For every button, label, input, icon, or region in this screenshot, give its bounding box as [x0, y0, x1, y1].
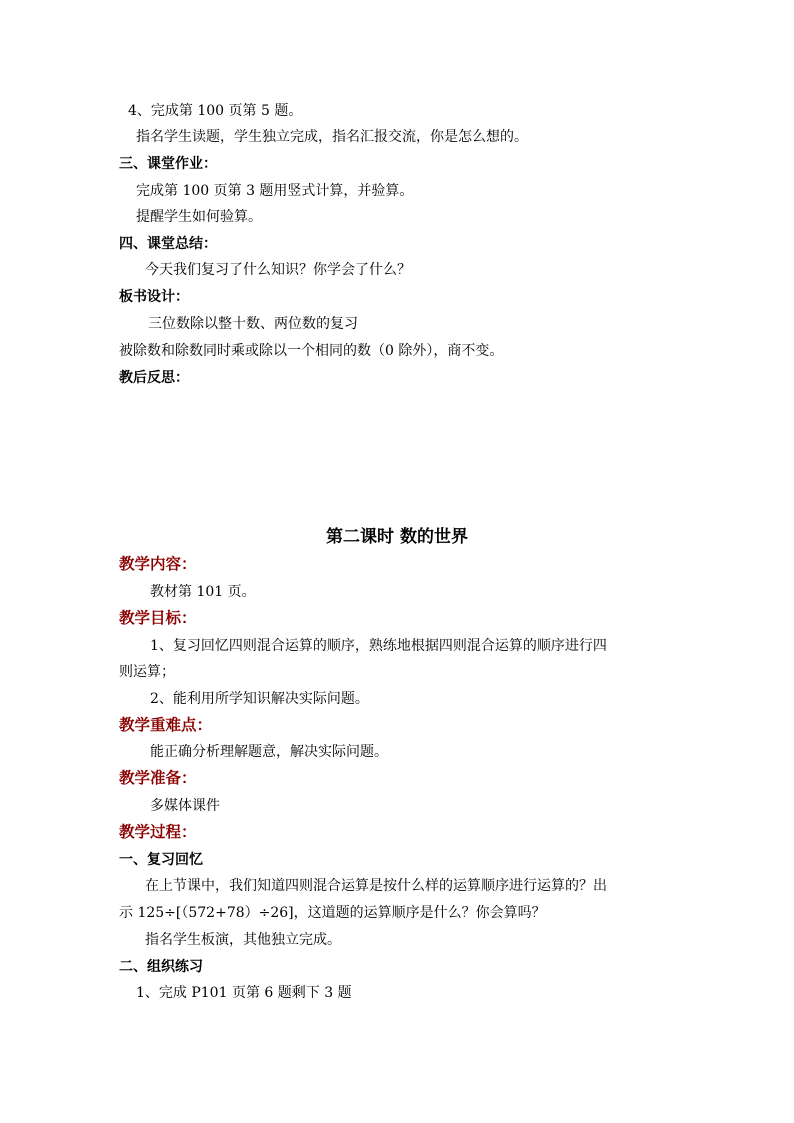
review-line-2: 示 125÷[（572+78）÷26]，这道题的运算顺序是什么？你会算吗？ [119, 905, 546, 921]
item-4: 4、完成第 100 页第 5 题。 [128, 103, 303, 119]
board-design-heading: 板书设计： [119, 289, 189, 305]
key-points-line: 能正确分析理解题意，解决实际问题。 [150, 744, 388, 760]
practice-line-1: 1、完成 P101 页第 6 题剩下 3 题 [136, 985, 352, 1001]
key-points-heading: 教学重难点： [119, 715, 213, 734]
classwork-heading: 三、课堂作业： [119, 156, 217, 172]
teaching-process-heading: 教学过程： [119, 822, 197, 841]
reflection-heading: 教后反思： [119, 370, 189, 386]
review-line-1: 在上节课中，我们知道四则混合运算是按什么样的运算顺序进行运算的？出 [145, 878, 607, 894]
classwork-line-1: 完成第 100 页第 3 题用竖式计算，并验算。 [136, 183, 414, 199]
preparation-line: 多媒体课件 [150, 798, 220, 814]
review-line-3: 指名学生板演，其他独立完成。 [145, 932, 341, 948]
board-design-line-1: 三位数除以整十数、两位数的复习 [148, 316, 358, 332]
goal-2: 2、能利用所学知识解决实际问题。 [150, 691, 369, 707]
board-design-line-2: 被除数和除数同时乘或除以一个相同的数（0 除外），商不变。 [119, 343, 504, 359]
teaching-content-heading: 教学内容： [119, 554, 197, 573]
item-4-description: 指名学生读题，学生独立完成，指名汇报交流，你是怎么想的。 [136, 129, 528, 145]
review-heading: 一、复习回忆 [119, 852, 203, 868]
summary-heading: 四、课堂总结： [119, 236, 217, 252]
summary-line: 今天我们复习了什么知识？你学会了什么？ [145, 262, 411, 278]
teaching-goals-heading: 教学目标： [119, 608, 197, 627]
practice-heading: 二、组织练习 [119, 959, 203, 975]
classwork-line-2: 提醒学生如何验算。 [136, 209, 262, 225]
teaching-content-line: 教材第 101 页。 [150, 584, 256, 600]
goal-1-line-1: 1、复习回忆四则混合运算的顺序，熟练地根据四则混合运算的顺序进行四 [150, 638, 607, 654]
goal-1-line-2: 则运算； [119, 664, 175, 680]
preparation-heading: 教学准备： [119, 768, 197, 787]
lesson-title: 第二课时 数的世界 [326, 527, 468, 547]
